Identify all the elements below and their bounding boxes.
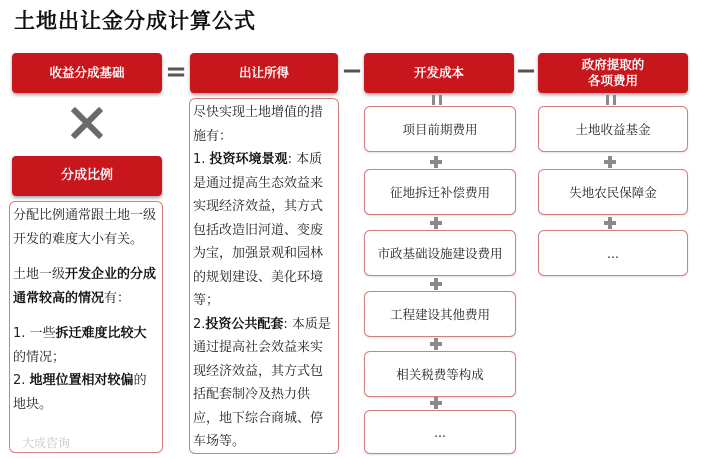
gov-fee-item: ...: [538, 230, 688, 276]
gov-fee-item: 土地收益基金: [538, 106, 688, 152]
header-gov-fees: 政府提取的 各项费用: [538, 53, 688, 93]
equals-operator: =: [165, 57, 187, 87]
income-measure-1: 1. 投资环境景观: 本质是通过提高生态效益来实现经济效益，其方式包括改造旧河道、变废为宝，加强景观和园林的规划建设、美化环境等；: [193, 152, 324, 308]
ratio-paragraph-1: 分配比例通常跟土地一级开发的难度大小有关。: [13, 208, 157, 247]
plus-icon: [604, 156, 616, 168]
income-measure-2: 2.投资公共配套: 本质是通过提高社会效益来实现经济效益，其方式包括配套制冷及热力供应，地下综合商城、停车场等。: [193, 316, 331, 449]
income-panel: [189, 98, 339, 454]
header-income: 出让所得: [190, 53, 338, 93]
ratio-paragraph-2: 土地一级开发企业的分成通常较高的情况有：: [13, 267, 157, 306]
gov-fee-item: 失地农民保障金: [538, 169, 688, 215]
ratio-panel: [9, 201, 163, 453]
connector-bar: [439, 95, 442, 105]
page-title: 土地出让金分成计算公式: [14, 9, 256, 33]
plus-icon: [604, 217, 616, 229]
ratio-item-1: 1. 一些拆迁难度比较大的情况；: [13, 326, 147, 365]
watermark: 大成咨询: [22, 436, 71, 450]
dev-cost-item: 市政基础设施建设费用: [364, 230, 516, 276]
minus-operator-1: −: [341, 56, 363, 86]
minus-operator-2: −: [515, 56, 537, 86]
ratio-item-2: 2. 地理位置相对较偏的地块。: [13, 373, 147, 412]
dev-cost-item: 工程建设其他费用: [364, 291, 516, 337]
header-basis: 收益分成基础: [12, 53, 162, 93]
plus-icon: [430, 278, 442, 290]
dev-cost-item: 相关税费等构成: [364, 351, 516, 397]
connector-bar: [613, 95, 616, 105]
dev-cost-item: ...: [364, 410, 516, 454]
plus-icon: [430, 217, 442, 229]
dev-cost-item: 征地拆迁补偿费用: [364, 169, 516, 215]
plus-icon: [430, 156, 442, 168]
header-dev-cost: 开发成本: [364, 53, 514, 93]
multiply-icon: [70, 106, 104, 140]
connector-bar: [606, 95, 609, 105]
connector-bar: [432, 95, 435, 105]
dev-cost-item: 项目前期费用: [364, 106, 516, 152]
plus-icon: [430, 338, 442, 350]
plus-icon: [430, 397, 442, 409]
income-intro: 尽快实现土地增值的措施有：: [193, 105, 324, 144]
header-ratio: 分成比例: [12, 156, 162, 196]
